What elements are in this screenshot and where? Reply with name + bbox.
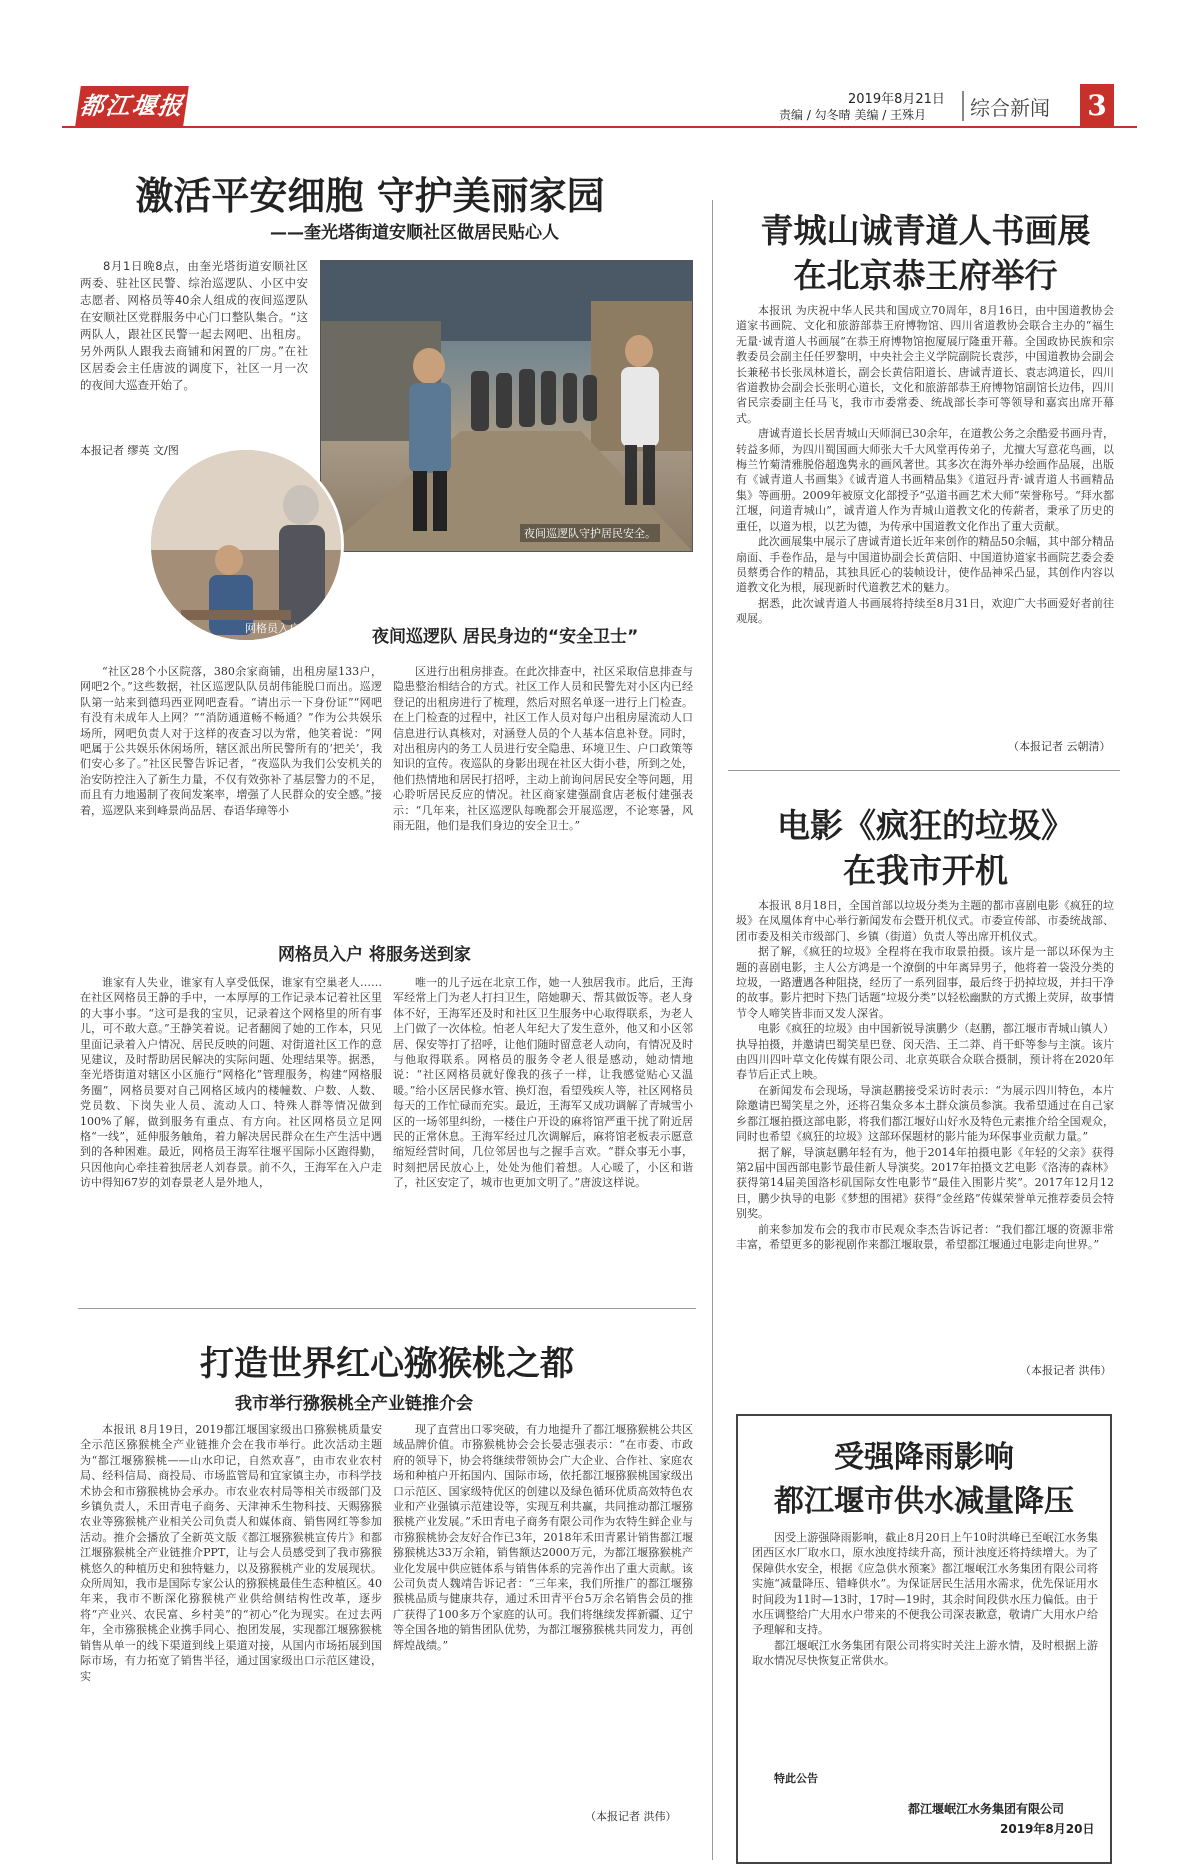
article4-byline: （本报记者 洪伟）	[585, 1810, 677, 1823]
article2-body	[736, 303, 1114, 735]
article4-title: 打造世界红心猕猴桃之都	[200, 1344, 574, 1384]
night-patrol-photo	[320, 260, 693, 552]
article2-paragraph: 此次画展集中展示了唐诚青道长近年来创作的精品50余幅，其中部分精品扇面、手卷作品，是与中国道协副会长黄信阳、中国道协道家书画院艺委会委员蔡勇合作的精品，其独具匠心的装帧设计，使作品神采凸显，其创作内容以道教文化为根，展现新时代道教艺术的魅力。	[736, 535, 1114, 595]
article1-title: 激活平安细胞 守护美丽家园	[135, 173, 605, 218]
home-visit-illustration	[151, 450, 344, 643]
article1-section1-col1: “社区28个小区院落，380余家商铺，出租房屋133户，网吧2个。”这些数据，社区巡逻队队员胡伟能脱口而出。巡逻队第一站来到德玛西亚网吧查看。“请出示一下身份证”“网吧有没有未成年人上网？”“消防通道畅不畅通？”作为公共娱乐场所，网吧负责人对于这样的夜查习以为常，他笑着说：“网吧属于公共娱乐休闲场所，辖区派出所民警所有的‘把关’，我们安心多了。”社区民警告诉记者，“夜巡队为我们公安机关的治安防控注入了新生力量，不仅有效弥补了基层警力的不足，而且有力地遏制了夜间发案率，增强了人民群众的安全感。”接着，巡逻队来到峰景尚品居、春语华璋等小	[80, 665, 382, 817]
notice-signature-org: 都江堰岷江水务集团有限公司	[908, 1802, 1065, 1816]
article5-title-line1: 受强降雨影响	[834, 1440, 1014, 1475]
grid-worker-photo	[148, 447, 344, 643]
article2-title-line1: 青城山诚青道人书画展	[760, 211, 1091, 250]
article3-paragraph: 据了解，导演赵鹏年轻有为，他于2014年拍摄电影《年轻的父亲》获得第2届中国西部电影节最佳新人导演奖。2017年拍摄文艺电影《洛涛的森林》获得第14届美国洛杉矶国际女性电影节“最佳入围影片奖”。2017年12月12日，鹏少执导的电影《梦想的围裙》获得“金丝路”传媒荣誉单元推荐委员会特别奖。	[736, 1145, 1114, 1221]
article2-title-line2: 在北京恭王府举行	[793, 256, 1058, 295]
article3-paragraph: 在新闻发布会现场，导演赵鹏接受采访时表示：“为展示四川特色，本片除邀请巴蜀笑星之外，还将召集众多本土群众演员参演。我希望通过在自己家乡都江堰拍摄这部电影，将我们都江堰好山好水及特色元素推介给全国观众，同时也希望《疯狂的垃圾》这部环保题材的影片能为环保事业贡献力量。”	[736, 1083, 1114, 1144]
newspaper-logo: 都江堰报	[75, 86, 189, 126]
column-divider	[712, 200, 713, 1860]
article4-col1: 本报讯 8月19日，2019都江堰国家级出口猕猴桃质量安全示范区猕猴桃全产业链推介会在我市举行。此次活动主题为“都江堰猕猴桃——山水印记，自然欢喜”，由市农业农村局、经科信局、商投局、市场监管局和宜家镇主办，市科学技术协会和市猕猴桃协会承办。市农业农村局等相关市级部门及乡镇负责人，禾田青电子商务、天津神禾生物科技、天赐猕猴农业等猕猴桃产业相关公司负责人和媒体商、销售网红等参加活动。推介会播放了全新英文版《都江堰猕猴桃宣传片》和都江堰猕猴桃全产业链推介PPT，让与会人员感受到了我市猕猴桃悠久的种植历史和独特魅力，以及猕猴桃产业的发展现状。众所周知，我市是国际专家公认的猕猴桃最佳生态种植区。40年来，我市不断深化猕猴桃产业供给侧结构性改革，逐步将“产业兴、农民富、乡村美”的“初心”化为现实。在过去两年，全市猕猴桃企业携手同心、抱团发展，实现都江堰猕猴桃销售从单一的线下渠道到线上渠道对接，从国内市场拓展到国际市场，有力拓宽了销售半径，通过国家级出口示范区建设，实	[80, 1423, 382, 1683]
article3-paragraph: 据了解，《疯狂的垃圾》全程将在我市取景拍摄。该片是一部以环保为主题的喜剧电影，主人公方鸿是一个潦倒的中年离异男子，他将着一袋没分类的垃圾，一路遭遇各种阻挠，经历了一系列囧事，最后终于扔掉垃圾，并扫干净的故事。影片把时下热门话题“垃圾分类”以轻松幽默的方式搬上荧屏，故事情节令人啼笑皆非而又发人深省。	[736, 945, 1114, 1020]
inset-caption: 网格员入户走访服务。	[245, 622, 355, 635]
article1-lead: 8月1日晚8点，由奎光塔街道安顺社区两委、驻社区民警、综治巡逻队、小区中安志愿者、网格员等40余人组成的夜间巡逻队在安顺社区党群服务中心门口整队集合。“这两队人，跟社区民警一起去网吧、出租房。另外两队人跟我去商铺和闲置的厂房。”在社区居委会主任唐波的调度下，社区一月一次的夜间大巡查开始了。	[80, 259, 308, 392]
article4-subtitle: 我市举行猕猴桃全产业链推介会	[235, 1394, 473, 1414]
article1-byline: 本报记者 缪英 文/图	[80, 444, 179, 457]
article4-col2: 现了直营出口零突破，有力地提升了都江堰猕猴桃公共区域品牌价值。市猕猴桃协会会长晏志强表示：“在市委、市政府的领导下，协会将继续带领协会广大企业、合作社、家庭农场和种植户开拓国内、国际市场，依托都江堰猕猴桃国家级出口示范区、国家级特优区的创建以及绿色循环优质高效特色农业和产业强镇示范建设等，实现互利共赢，共同推动都江堰猕猴桃产业发展。”禾田青电子商务有限公司作为农特生鲜企业与市猕猴桃协会友好合作已3年，2018年禾田青累计销售都江堰猕猴桃达33万余箱，销售额达2000万元，为都江堰猕猴桃产业化发展中供应链体系与销售体系的完善作出了重大贡献。该公司负责人魏靖告诉记者：“三年来，我们所推广的都江堰猕猴桃品质与健康共存，通过禾田青平台5万余名销售会员的推广获得了100多万个家庭的认可。我们将继续发挥新疆、辽宁等全国各地的销售团队优势，为都江堰猕猴桃共同发力，再创辉煌战绩。”	[393, 1423, 693, 1652]
header-divider	[962, 91, 964, 121]
article1-section2-col1: 谁家有人失业，谁家有人享受低保，谁家有空巢老人……在社区网格员王静的手中，一本厚厚的工作记录本记着社区里的大事小事。“这可是我的宝贝，记录着这个网格里的所有事儿，可不敢大意。”王静笑着说。记者翻阅了她的工作本，只见里面记录着入户情况、居民反映的问题、对街道社区工作的意见建议，及时帮助居民解决的实际问题、处理结果等。据悉，奎光塔街道对辖区小区施行“网格化”管理服务，构建“网格服务圈”，网格员要对自己网格区域内的楼幢数、户数、人数、党员数、下岗失业人员、流动人口、特殊人群等情况做到100%了解，做到服务有重点、有方向。社区网格员立足网格“一线”，延伸服务触角，着力解决居民群众在生产生活中遇到的各种困难。最近，网格员王海军往堰平国际小区跑得勤，只因他向心牵挂着独居老人刘春景。前不久，王海军在入户走访中得知67岁的刘春景老人是外地人，	[80, 976, 382, 1190]
article3-title-line2: 在我市开机	[843, 851, 1008, 890]
article3-paragraph: 前来参加发布会的我市市民观众李杰告诉记者：“我们都江堰的资源非常丰富，希望更多的影视剧作来都江堰取景，希望都江堰通过电影走向世界。”	[736, 1222, 1114, 1251]
article5-paragraph: 都江堰岷江水务集团有限公司将实时关注上游水情，及时根据上游取水情况尽快恢复正常供水。	[752, 1638, 1098, 1668]
notice-label: 特此公告	[774, 1772, 818, 1785]
article3-title-line1: 电影《疯狂的垃圾》	[777, 806, 1074, 845]
article2-paragraph: 唐诚青道长长居青城山天师洞已30余年，在道教公务之余酷爱书画丹青，转益多师，为四川蜀国画大师张大千大风堂再传弟子，尤擅大写意花鸟画，以梅兰竹菊清雅脱俗超逸隽永的画风著世。其多次在海外举办绘画作品展，出版有《诚青道人书画集》《诚青道人书画精品集》《道冠丹青·诚青道人书画精品集》等画册。2009年被原文化部授予“弘道书画艺术大师”荣誉称号。“拜水都江堰，问道青城山”，诚青道人作为青城山道教文化的传薪者，秉承了历史的重任，以道为根，以艺为德，为传承中国道教文化作出了重大贡献。	[736, 427, 1114, 533]
editors-line: 责编 / 勾冬晴 美编 / 王殊月	[779, 108, 927, 122]
page-number: 3	[1080, 84, 1114, 128]
article3-paragraph: 本报讯 8月18日，全国首部以垃圾分类为主题的都市喜剧电影《疯狂的垃圾》在凤凰体育中心举行新闻发布会暨开机仪式。市委宣传部、市委统战部、团市委及相关市级部门、乡镇（街道）负责人等出席开机仪式。	[736, 899, 1114, 943]
article5-body	[752, 1530, 1098, 1766]
issue-date: 2019年8月21日	[848, 92, 945, 107]
article1-subtitle: ——奎光塔街道安顺社区做居民贴心人	[270, 223, 559, 243]
article2-paragraph: 据悉，此次诚青道人书画展将持续至8月31日，欢迎广大书画爱好者前往观展。	[736, 596, 1114, 626]
patrol-scene-illustration	[321, 261, 693, 552]
article1-section1-heading: 夜间巡逻队 居民身边的“安全卫士”	[372, 627, 639, 647]
article2-byline: （本报记者 云朝清）	[1008, 740, 1111, 753]
article2-paragraph: 本报讯 为庆祝中华人民共和国成立70周年，8月16日，由中国道教协会道家书画院、文化和旅游部恭王府博物馆、四川省道教协会联合主办的“福生无量·诚青道人书画展”在恭王府博物馆抱厦展厅隆重开幕。全国政协民族和宗教委员会副主任任罗黎明，中央社会主义学院副院长袁莎，中国道教协会副会长兼秘书长张凤林道长，副会长黄信阳道长、唐诚青道长、袁志鸿道长，四川省道教协会副会长张明心道长，文化和旅游部恭王府博物馆副馆长边伟，四川省民宗委副主任马飞，我市市委常委、统战部长李可等领导和嘉宾出席开幕式。	[736, 304, 1114, 425]
rule-article2-bottom	[728, 770, 1120, 771]
section-name: 综合新闻	[970, 96, 1050, 120]
article3-byline: （本报记者 洪伟）	[1020, 1364, 1112, 1377]
article5-paragraph: 因受上游强降雨影响，截止8月20日上午10时洪峰已至岷江水务集团西区水厂取水口，原水浊度持续升高，预计浊度还将持续增大。为了保障供水安全，根据《应急供水预案》都江堰岷江水务集团有限公司将实施“减量降压、错峰供水”。为保证居民生活用水需求，优先保证用水时间段为11时—13时，17时—19时，其余时间段供水压力偏低。由于水压调整给广大用水户带来的不便我公司深表歉意，敬请广大用水户给予理解和支持。	[752, 1531, 1098, 1637]
article1-section2-col2: 唯一的儿子远在北京工作，她一人独居我市。此后，王海军经常上门为老人打扫卫生，陪她聊天、帮其做饭等。老人身体不好，王海军还及时和社区卫生服务中心取得联系，为老人上门做了一次体检。怕老人年纪大了发生意外，他又和小区邻居、保安等打了招呼，让他们随时留意老人动向，有情况及时与他取得联系。网格员的服务令老人很是感动，她动情地说：“社区网格员就好像我的孩子一样，让我感觉贴心又温暖。”给小区居民修水管、换灯泡，看望残疾人等，社区网格员每天的工作忙碌而充实。最近，王海军又成功调解了青城雪小区的一场邻里纠纷，一楼住户开设的麻将馆严重干扰了附近居民的正常休息。王海军经过几次调解后，麻将馆老板表示愿意缩短经营时间，几位邻居也与之握手言欢。“群众事无小事，时刻把居民放心上，处处为他们着想。人心暖了，小区和谐了，社区安定了，城市也更加文明了。”唐波这样说。	[393, 976, 693, 1190]
notice-signature-date: 2019年8月20日	[1000, 1822, 1095, 1836]
article5-title-line2: 都江堰市供水减量降压	[774, 1484, 1074, 1519]
article1-section2-heading: 网格员入户 将服务送到家	[278, 945, 471, 965]
article3-body	[736, 898, 1114, 1360]
article1-section1-col2: 区进行出租房排查。在此次排查中，社区采取信息排查与隐患整治相结合的方式。社区工作人员和民警先对小区内已经登记的出租房进行了梳理，然后对照名单逐一进行上门检查。在上门检查的过程中，社区工作人员对每户出租房屋流动人口信息进行认真核对，对涵登人员的个人基本信息补登。同时，对出租房内的务工人员进行安全隐患、环境卫生、户口政策等知识的宣传。夜巡队的身影出现在社区大街小巷，所到之处，他们热情地和居民打招呼，主动上前询问居民安全等问题，用心聆听居民反应的情况。社区商家建强副食店老板付建强表示：“几年来，社区巡逻队每晚都会开展巡逻，不论寒暑，风雨无阻，他们是我们身边的安全卫士。”	[393, 665, 693, 833]
photo-caption: 夜间巡逻队守护居民安全。	[520, 524, 660, 542]
article3-paragraph: 电影《疯狂的垃圾》由中国新锐导演鹏少（赵鹏，都江堰市青城山镇人）执导拍摄，并邀请巴蜀笑星巴登、闵天浩、王二莽、肖干虾等参与主演。该片由四川四叶草文化传媒有限公司、北京英联合众联合摄制，预计将在2020年春节后正式上映。	[736, 1022, 1114, 1082]
rule-article1-bottom	[78, 1308, 696, 1309]
